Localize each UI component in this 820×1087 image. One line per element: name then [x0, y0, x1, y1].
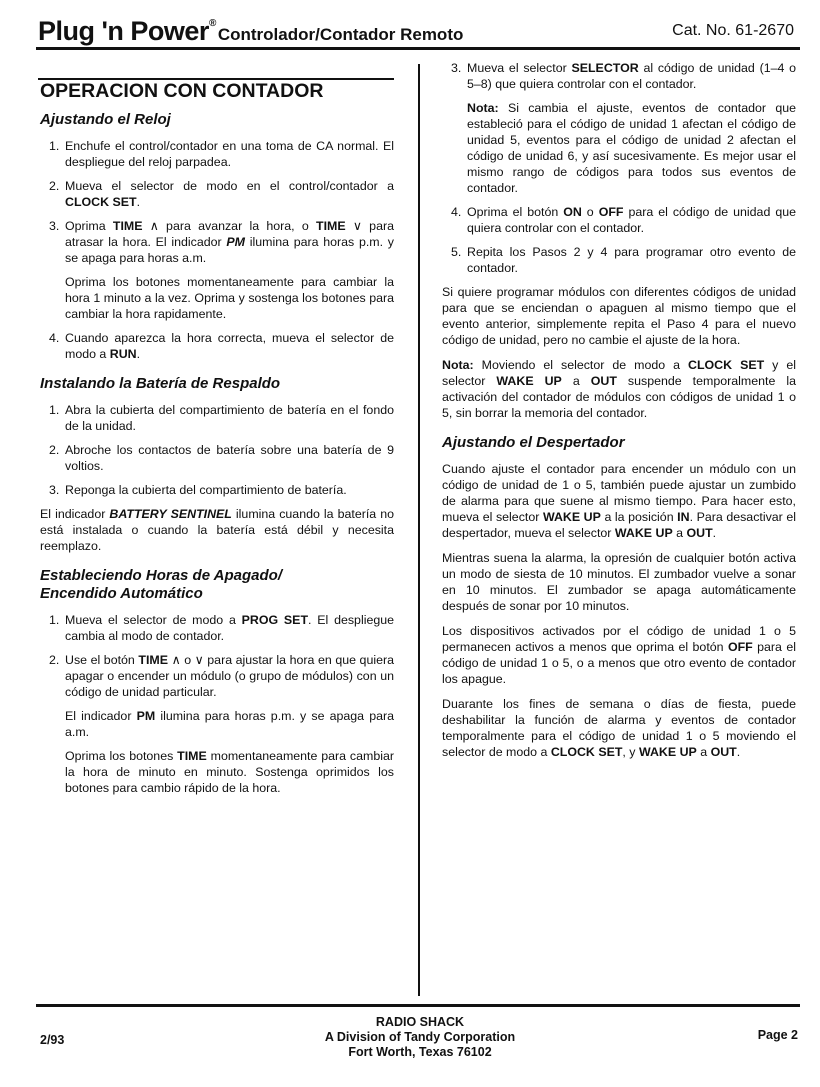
step-number: 1. — [49, 403, 60, 417]
step-keyword: PM — [226, 235, 245, 249]
list-item — [442, 204, 796, 236]
para-keyword: WAKE UP — [614, 526, 673, 540]
note-text: y el selector — [442, 358, 796, 388]
para-text: Los dispositivos activados por el código de unidad 1 o 5 permanecen activos a menos que oprima el botón — [442, 624, 796, 654]
note-text: suspende temporalmente la activación del contador de módulos con códigos de unidad 1 o 5, sin borrar la memoria del contador. — [442, 374, 796, 420]
step-text: El indicador — [65, 709, 137, 723]
alarm-heading: Ajustando el Despertador — [442, 434, 625, 451]
battery-paragraph — [40, 506, 394, 554]
list-item — [40, 442, 394, 474]
step-text: Mueva el selector de modo a — [65, 613, 242, 627]
para-text: a la posición — [600, 510, 678, 524]
note-label: Nota: — [442, 358, 474, 372]
list-item — [442, 60, 796, 92]
clock-steps-cont — [40, 330, 394, 362]
para-text: . — [736, 745, 741, 759]
note-label: Nota: — [467, 101, 499, 115]
step-number: 1. — [49, 139, 60, 153]
list-item — [40, 652, 394, 700]
list-item — [40, 330, 394, 362]
auto-heading — [40, 567, 394, 603]
step-text: al código de unidad (1–4 o 5–8) que quiera controlar con el contador. — [467, 61, 796, 91]
step-text: Abroche los contactos de batería sobre una batería de 9 voltios. — [65, 443, 394, 473]
battery-heading: Instalando la Batería de Respaldo — [40, 375, 281, 392]
step-keyword: TIME — [112, 219, 143, 233]
step-text: ∧ para avanzar la hora, o — [142, 219, 316, 233]
note-paragraph — [442, 357, 796, 421]
step-number: 2. — [49, 179, 60, 193]
para-keyword: OUT — [710, 745, 737, 759]
step-number: 1. — [49, 613, 60, 627]
note-keyword: OUT — [590, 374, 617, 388]
step-text: para el código de unidad que quiera controlar con el contador. — [467, 205, 796, 235]
paragraph: Mientras suena la alarma, la opresión de cualquier botón activa un modo de siesta de 10 minutos. El zumbador vuelve a sonar en 10 minutos. El zumbador se apaga automáticamente después de sonar por 10 minutos. — [442, 551, 796, 613]
para-keyword: CLOCK SET — [550, 745, 623, 759]
document-subtitle: Controlador/Contador Remoto — [217, 25, 464, 44]
step-number: 3. — [451, 61, 462, 75]
note-keyword: WAKE UP — [496, 374, 562, 388]
note-text: a — [561, 374, 591, 388]
para-text: . — [712, 526, 717, 540]
step-number: 3. — [49, 219, 60, 233]
step-number: 3. — [49, 483, 60, 497]
step-text: . — [136, 195, 141, 209]
step-keyword: SELECTOR — [571, 61, 639, 75]
step-text: ilumina para horas p.m. y se apaga para horas a.m. — [65, 235, 394, 265]
note-text: Si cambia el ajuste, eventos de contador que estableció para el código de unidad 1 afectan el código de unidad 5, eventos para el código de unidad 2 afectan el código de unidad 6, y así sucesivamente. Es mejor usar el mismo rango de códigos para todos sus eventos de contador. — [467, 101, 796, 195]
paragraph: Si quiere programar módulos con diferentes códigos de unidad para que se enciendan o apaguen al mismo tiempo que el evento anterior, simplemente repita el Paso 4 para el nuevo código de unidad, pero no cambie el ajuste de la hora. — [442, 285, 796, 347]
para-keyword: BATTERY SENTINEL — [109, 507, 232, 521]
para-text: a — [696, 745, 711, 759]
list-item — [40, 402, 394, 434]
section-title: OPERACION CON CONTADOR — [40, 80, 324, 102]
para-keyword: WAKE UP — [638, 745, 697, 759]
step-keyword: ON — [563, 205, 582, 219]
para-text: El indicador — [40, 507, 110, 521]
para-text: . Para desactivar el despertador, mueva el selector — [442, 510, 797, 540]
step-text: Enchufe el control/contador en una toma de CA normal. El despliegue del reloj parpadea. — [65, 139, 394, 169]
step-number: 4. — [451, 205, 462, 219]
step-keyword: RUN — [109, 347, 137, 361]
step-keyword: OFF — [598, 205, 624, 219]
step-keyword: TIME — [138, 653, 168, 667]
para-text: Duarante los fines de semana o días de fiesta, puede deshabilitar la función de alarma y eventos de contador temporalmente para el código de unidad 1 o 5 moviendo el selector de modo a — [442, 697, 796, 759]
step-text: Repita los Pasos 2 y 4 para programar otro evento de contador. — [467, 245, 796, 275]
para-keyword: WAKE UP — [542, 510, 601, 524]
para-text: a — [672, 526, 687, 540]
heading-line: Encendido Automático — [40, 585, 203, 602]
step-text: Reponga la cubierta del compartimiento de batería. — [65, 483, 347, 497]
step-text: o — [581, 205, 599, 219]
paragraph — [442, 696, 796, 760]
page-header — [38, 16, 800, 46]
publisher-name: RADIO SHACK — [375, 1015, 465, 1029]
step-note — [442, 100, 796, 196]
paragraph — [442, 461, 796, 541]
step-number: 2. — [49, 653, 60, 667]
auto-steps-cont — [442, 60, 796, 92]
list-item — [40, 218, 394, 266]
step-text: Use el botón — [65, 653, 139, 667]
para-text: ilumina cuando la batería no está instalada o cuando la batería está débil y necesita reemplazo. — [40, 507, 395, 553]
step-text: ∧ o ∨ para ajustar la hora en que quiera apagar o encender un módulo (o grupo de módulos) con un código de unidad particular. — [65, 653, 395, 699]
footer-date: 2/93 — [40, 1033, 65, 1047]
note-keyword: CLOCK SET — [688, 358, 765, 372]
step-text: Abra la cubierta del compartimiento de batería en el fondo de la unidad. — [65, 403, 394, 433]
clock-steps — [40, 138, 394, 266]
step-number: 5. — [451, 245, 462, 259]
step-keyword: CLOCK SET — [65, 195, 137, 209]
step-text: . — [136, 347, 141, 361]
para-text: Cuando ajuste el contador para encender un módulo con un código de unidad de 1 o 5, también puede ajustar un zumbido de alarma para que suene al mismo tiempo. Para hacer esto, mueva el selector — [442, 462, 796, 524]
step-note — [40, 748, 394, 796]
header-rule — [36, 47, 800, 50]
step-text: Cuando aparezca la hora correcta, mueva el selector de modo a — [65, 331, 394, 361]
clock-heading: Ajustando el Reloj — [40, 111, 171, 128]
list-item — [40, 178, 394, 210]
step-text: Mueva el selector de modo en el control/contador a — [65, 179, 394, 193]
auto-steps — [40, 612, 394, 700]
footer-publisher — [260, 1015, 580, 1060]
step-text: ilumina para horas p.m. y se apaga para a.m. — [65, 709, 394, 739]
auto-steps-cont2 — [442, 204, 796, 276]
para-text: , y — [622, 745, 639, 759]
step-text: Oprima el botón — [467, 205, 564, 219]
brand-name: Plug 'n Power — [38, 16, 209, 46]
page-number: Page 2 — [757, 1028, 798, 1042]
step-text: Oprima — [65, 219, 113, 233]
step-keyword: PM — [136, 709, 156, 723]
list-item — [40, 612, 394, 644]
right-column — [442, 60, 796, 769]
brand-title — [38, 16, 463, 47]
left-column — [40, 60, 394, 804]
step-text: ∨ para atrasar la hora. El indicador — [65, 219, 394, 249]
para-keyword: OFF — [727, 640, 753, 654]
heading-line: Estableciendo Horas de Apagado/ — [40, 567, 282, 584]
step-text: Mueva el selector — [467, 61, 572, 75]
publisher-division: A Division of Tandy Corporation — [324, 1030, 516, 1044]
paragraph — [442, 623, 796, 687]
registered-mark: ® — [208, 18, 216, 29]
list-item — [40, 138, 394, 170]
step-keyword: PROG SET — [241, 613, 309, 627]
column-divider — [418, 64, 420, 996]
step-note — [40, 708, 394, 740]
note-text: Moviendo el selector de modo a — [473, 358, 689, 372]
step-text: Oprima los botones — [65, 749, 178, 763]
step-keyword: TIME — [316, 219, 346, 233]
step-keyword: TIME — [177, 749, 207, 763]
step-number: 2. — [49, 443, 60, 457]
footer-rule — [36, 1004, 800, 1007]
publisher-address: Fort Worth, Texas 76102 — [348, 1045, 492, 1059]
para-keyword: IN — [677, 510, 690, 524]
step-text: . El despliegue cambia al modo de contador. — [65, 613, 395, 643]
para-text: para el código de unidad 1 o 5, o a menos que otro evento de contador los apague. — [442, 640, 796, 686]
step-number: 4. — [49, 331, 60, 345]
para-keyword: OUT — [686, 526, 713, 540]
battery-steps — [40, 402, 394, 498]
list-item — [40, 482, 394, 498]
catalog-number: Cat. No. 61-2670 — [672, 22, 794, 39]
list-item — [442, 244, 796, 276]
step-note: Oprima los botones momentaneamente para cambiar la hora 1 minuto a la vez. Oprima y sostenga los botones para cambiar la hora rapidamente. — [65, 275, 394, 321]
step-text: momentaneamente para cambiar la hora de minuto en minuto. Sostenga oprimidos los botones para cambio rápido de la hora. — [65, 749, 394, 795]
